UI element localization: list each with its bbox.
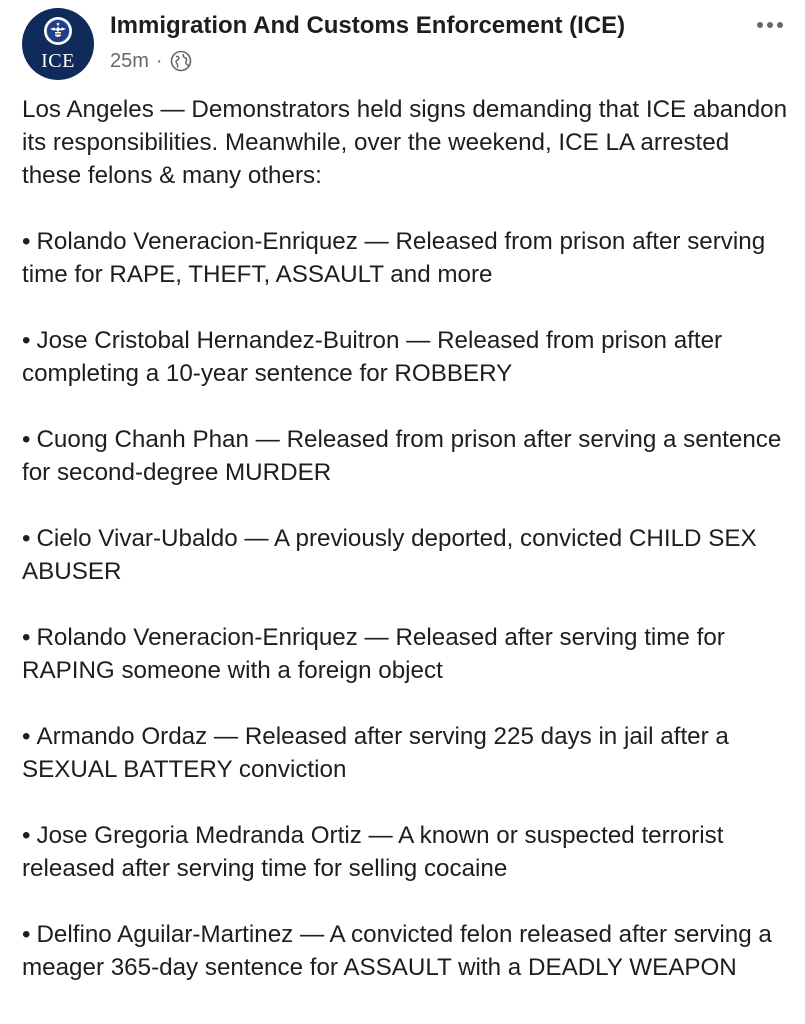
list-item (22, 225, 792, 291)
list-item-text: Armando Ordaz — Released after serving 225 days in jail after a SEXUAL BATTERY conviction (22, 723, 729, 783)
list-item-text: Jose Gregoria Medranda Ortiz — A known or suspected terrorist released after serving time for selling cocaine (22, 822, 724, 882)
list-item-text: Cielo Vivar-Ubaldo — A previously deported, convicted CHILD SEX ABUSER (22, 525, 757, 585)
post-header (22, 8, 792, 80)
list-item (22, 423, 792, 489)
post-meta (110, 48, 192, 74)
list-item-text: Rolando Veneracion-Enriquez — Released from prison after serving time for RAPE, THEFT, ASSAULT and more (22, 228, 766, 288)
bullet: • (22, 723, 31, 750)
avatar-text: ICE (41, 50, 75, 72)
list-item (22, 522, 792, 588)
post-body (22, 93, 792, 1017)
bullet: • (22, 228, 31, 255)
list-item-text: Jose Cristobal Hernandez-Buitron — Released from prison after completing a 10-year sentence for ROBBERY (22, 327, 723, 387)
globe-icon[interactable] (170, 50, 192, 72)
list-item (22, 918, 792, 984)
bullet: • (22, 624, 31, 651)
page-name-link[interactable]: Immigration And Customs Enforcement (ICE) (110, 12, 626, 39)
list-item (22, 819, 792, 885)
meta-separator: · (155, 49, 163, 72)
list-item-text: Cuong Chanh Phan — Released from prison after serving a sentence for second-degree MURDER (22, 426, 782, 486)
list-item-text: Delfino Aguilar-Martinez — A convicted felon released after serving a meager 365-day sentence for ASSAULT with a DEADLY WEAPON (22, 921, 772, 981)
list-item (22, 720, 792, 786)
more-options-button[interactable] (748, 10, 792, 40)
dhs-seal-icon (43, 16, 73, 46)
avatar[interactable] (22, 8, 94, 80)
list-item (22, 621, 792, 687)
bullet: • (22, 921, 31, 948)
post-timestamp[interactable]: 25m (110, 49, 149, 72)
post-intro: Los Angeles — Demonstrators held signs demanding that ICE abandon its responsibilities. Meanwhile, over the weekend, ICE LA arrested these felons & many others: (22, 96, 788, 189)
more-options-icon (757, 22, 763, 28)
bullet: • (22, 426, 31, 453)
list-item-text: Rolando Veneracion-Enriquez — Released after serving time for RAPING someone with a foreign object (22, 624, 725, 684)
bullet: • (22, 327, 31, 354)
bullet: • (22, 822, 31, 849)
bullet: • (22, 525, 31, 552)
list-item (22, 324, 792, 390)
